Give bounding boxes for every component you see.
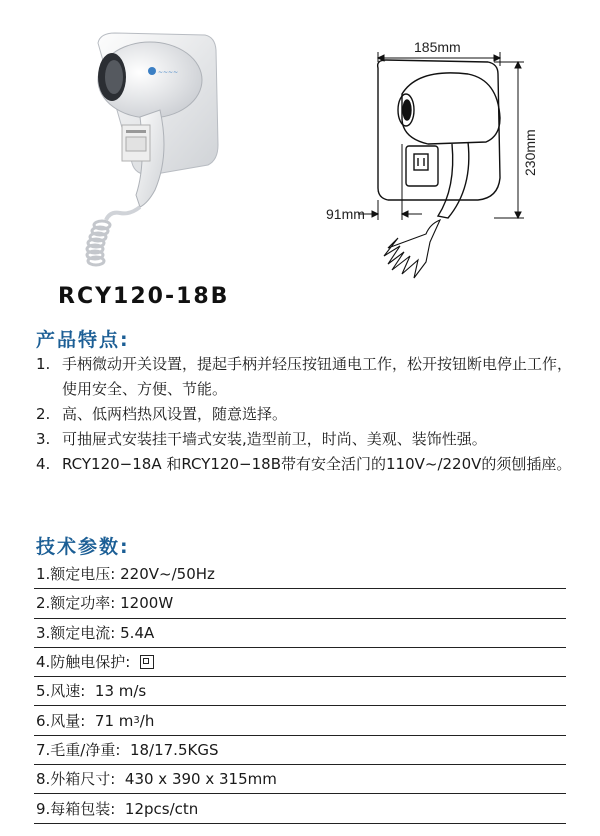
width-dimension: 185mm — [414, 39, 461, 55]
height-dimension: 230mm — [522, 129, 538, 176]
spec-row-carton-size: 8.外箱尺寸: 430 x 390 x 315mm — [34, 765, 566, 794]
spec-row-packing: 9.每箱包装: 12pcs/ctn — [34, 794, 566, 823]
hair-dryer-photo — [40, 25, 240, 275]
feature-item: 2. 高、低两档热风设置，随意选择。 — [36, 405, 288, 423]
spec-row-current: 3.额定电流: 5.4A — [34, 619, 566, 648]
spec-row-power: 2.额定功率: 1200W — [34, 589, 566, 618]
spec-row-weight: 7.毛重/净重: 18/17.5KGS — [34, 736, 566, 765]
features-title: 产品特点: — [36, 329, 130, 351]
feature-item: 1. 手柄微动开关设置，提起手柄并轻压按钮通电工作，松开按钮断电停止工作，使用安全、方便、节能。 — [36, 355, 573, 398]
features-list — [36, 352, 584, 477]
svg-text:~~~~: ~~~~ — [158, 69, 179, 76]
dimension-drawing — [318, 38, 580, 290]
spec-row-air-volume: 6.风量: 71 m 3 /h — [34, 706, 566, 735]
class-ii-symbol-icon — [140, 655, 154, 669]
spec-row-voltage: 1.额定电压: 220V~/50Hz — [34, 560, 566, 589]
model-number: RCY120-18B — [58, 284, 230, 309]
spec-row-shock-protection: 4.防触电保护: — [34, 648, 566, 677]
feature-item: 4. RCY120−18A 和RCY120−18B带有安全活门的110V~/220V的须刨插座。 — [36, 455, 572, 473]
depth-dimension: 91mm — [326, 206, 365, 222]
product-images — [0, 0, 600, 312]
specs-table — [34, 560, 566, 824]
spec-row-wind-speed: 5.风速: 13 m/s — [34, 677, 566, 706]
specs-title: 技术参数: — [36, 536, 130, 558]
feature-item: 3. 可抽屉式安装挂干墙式安装,造型前卫，时尚、美观、装饰性强。 — [36, 430, 487, 448]
